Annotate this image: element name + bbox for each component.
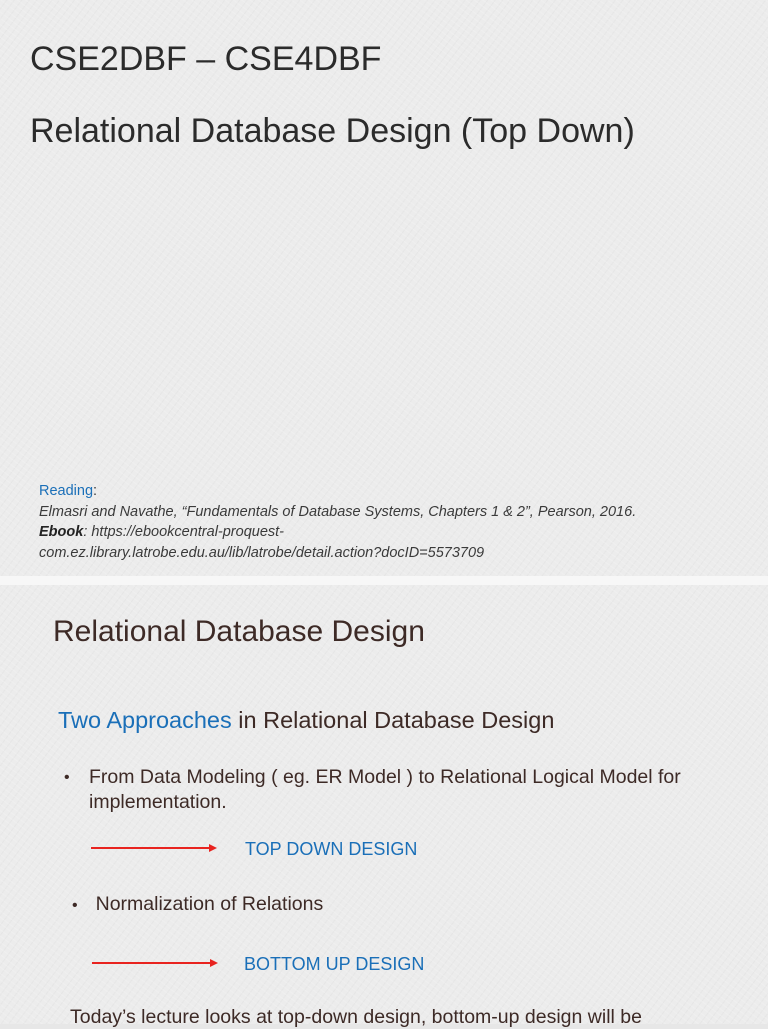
- arrow-right-icon: [91, 842, 219, 854]
- slide-title-topic: Relational Database Design (Top Down): [30, 112, 635, 150]
- ebook-label: Ebook: [39, 524, 84, 540]
- slide-2-title: Relational Database Design: [53, 615, 425, 648]
- ebook-url-part2: com.ez.library.latrobe.edu.au/lib/latrobe/detail.action?docID=5573709: [39, 544, 485, 561]
- bullet-dot: •: [72, 897, 78, 914]
- ebook-url-part1: : https://ebookcentral-proquest-: [83, 524, 285, 540]
- approaches-heading: [58, 707, 554, 734]
- lecture-note-text: Today’s lecture looks at top-down design, bottom-up design will be: [70, 1006, 642, 1028]
- slide-separator: [0, 576, 768, 585]
- bullet-normalization-text: Normalization of Relations: [95, 893, 324, 915]
- top-down-design-label: TOP DOWN DESIGN: [245, 839, 418, 859]
- reading-citation: Elmasri and Navathe, “Fundamentals of Database Systems, Chapters 1 & 2”, Pearson, 2016.: [39, 503, 637, 520]
- approaches-rest: in Relational Database Design: [231, 707, 555, 733]
- slide-title-course-code: CSE2DBF – CSE4DBF: [30, 40, 382, 78]
- bullet-normalization: [72, 893, 323, 916]
- approaches-highlight: Two Approaches: [58, 707, 232, 733]
- reading-block: Reading: Elmasri and Navathe, “Fundamentals of Database Systems, Chapters 1 & 2”, Pearson, 2016. Ebook: https://ebookcentral-proquest- com.ez.library.latrobe.edu.au/lib/latrobe/detail.action?docID=5573709: [39, 481, 749, 563]
- bullet-data-modeling-text: From Data Modeling ( eg. ER Model ) to Relational Logical Model for implementation.: [89, 766, 681, 813]
- arrow-right-icon: [92, 957, 220, 969]
- bullet-dot: •: [64, 769, 70, 786]
- bullet-data-modeling: [64, 765, 744, 815]
- bottom-up-design-label: BOTTOM UP DESIGN: [244, 954, 425, 974]
- reading-label: Reading: [39, 483, 94, 499]
